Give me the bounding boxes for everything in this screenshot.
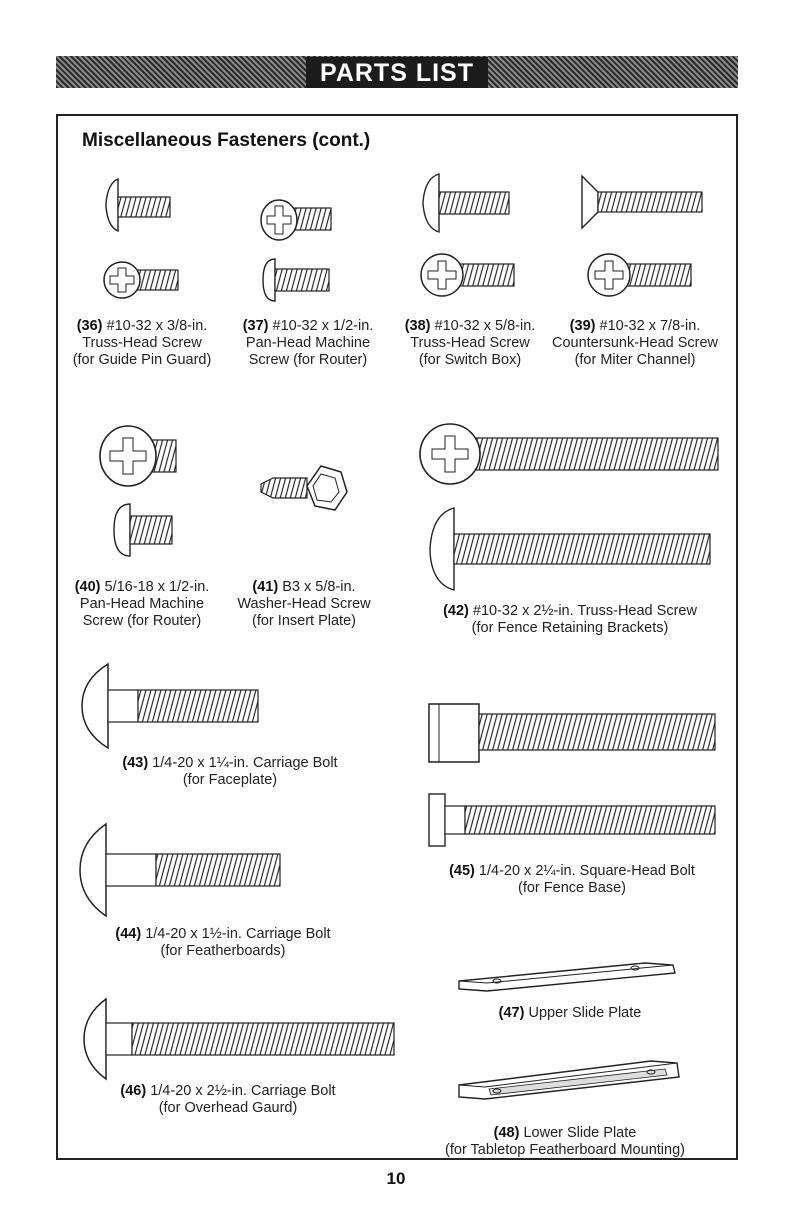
part-40-front-illustration [98, 416, 188, 496]
part-47-number: (47) [498, 1005, 525, 1021]
part-38-type: Truss-Head Screw [410, 335, 530, 351]
part-40-number: (40) [74, 579, 101, 595]
part-37-use: Screw (for Router) [248, 352, 368, 368]
part-46-illustration [80, 995, 400, 1083]
part-41-type: Washer-Head Screw [237, 596, 371, 612]
part-42-front-illustration [418, 414, 728, 494]
part-36-use: (for Guide Pin Guard) [72, 352, 212, 368]
part-45-size-type: 1/4-20 x 2¼-in. Square-Head Bolt [478, 863, 695, 879]
part-40-type: Pan-Head Machine [79, 596, 205, 612]
part-37-size: #10-32 x 1/2-in. [272, 318, 374, 334]
part-43-number: (43) [122, 755, 149, 771]
part-46-use: (for Overhead Gaurd) [158, 1100, 298, 1116]
part-37-side-illustration [255, 255, 345, 305]
part-39-number: (39) [569, 318, 596, 334]
part-48-name: Lower Slide Plate [523, 1125, 637, 1141]
part-38-side-illustration [415, 172, 515, 234]
part-36-type: Truss-Head Screw [82, 335, 202, 351]
part-36-caption [52, 318, 232, 369]
part-37-number: (37) [242, 318, 269, 334]
part-41-number: (41) [252, 579, 279, 595]
part-48-caption [420, 1125, 710, 1159]
part-36-size: #10-32 x 3/8-in. [106, 318, 208, 334]
part-42-number: (42) [443, 603, 469, 619]
banner-title: PARTS LIST [306, 57, 488, 88]
part-43-size-type: 1/4-20 x 1¼-in. Carriage Bolt [152, 755, 338, 771]
part-38-use: (for Switch Box) [418, 352, 522, 368]
part-37-front-illustration [255, 190, 345, 250]
part-38-caption [380, 318, 560, 369]
parts-list-banner [56, 56, 738, 88]
part-40-size: 5/16-18 x 1/2-in. [104, 579, 210, 595]
part-39-type: Countersunk-Head Screw [551, 335, 719, 351]
part-39-size: #10-32 x 7/8-in. [599, 318, 701, 334]
part-45-caption [430, 863, 714, 897]
part-44-illustration [76, 820, 286, 920]
part-44-caption [98, 926, 348, 960]
part-44-number: (44) [115, 926, 142, 942]
part-36-front-illustration [100, 250, 190, 310]
part-46-caption [98, 1083, 358, 1117]
part-37-caption [218, 318, 398, 369]
part-39-use: (for Miter Channel) [574, 352, 696, 368]
part-40-side-illustration [110, 500, 180, 560]
part-47-illustration [455, 955, 680, 995]
part-40-caption [52, 579, 232, 630]
part-46-size-type: 1/4-20 x 2½-in. Carriage Bolt [150, 1083, 336, 1099]
part-48-illustration [455, 1055, 685, 1105]
part-47-caption [470, 1005, 670, 1022]
part-41-size: B3 x 5/8-in. [282, 579, 356, 595]
part-38-front-illustration [418, 244, 518, 306]
part-40-use: Screw (for Router) [82, 613, 202, 629]
part-48-number: (48) [493, 1125, 520, 1141]
page-number: 10 [386, 1169, 406, 1188]
part-45-top-illustration [425, 700, 720, 766]
part-44-use: (for Featherboards) [160, 943, 286, 959]
part-46-number: (46) [120, 1083, 147, 1099]
part-48-use: (for Tabletop Featherboard Mounting) [445, 1142, 685, 1158]
part-41-caption [214, 579, 394, 630]
part-36-number: (36) [76, 318, 103, 334]
part-42-side-illustration [426, 506, 716, 592]
part-43-use: (for Faceplate) [182, 772, 278, 788]
part-45-use: (for Fence Base) [518, 880, 626, 896]
part-43-caption [110, 755, 350, 789]
part-41-illustration [255, 458, 355, 518]
part-42-size-type: #10-32 x 2½-in. Truss-Head Screw [472, 603, 697, 619]
part-42-use: (for Fence Retaining Brackets) [471, 620, 669, 636]
part-39-side-illustration [576, 172, 706, 232]
part-44-size-type: 1/4-20 x 1½-in. Carriage Bolt [145, 926, 331, 942]
part-47-name: Upper Slide Plate [528, 1005, 642, 1021]
part-38-size: #10-32 x 5/8-in. [434, 318, 536, 334]
part-39-caption [540, 318, 730, 369]
part-45-number: (45) [449, 863, 475, 879]
part-37-type: Pan-Head Machine [245, 335, 371, 351]
part-43-illustration [78, 660, 268, 752]
part-41-use: (for Insert Plate) [252, 613, 356, 629]
part-45-side-illustration [425, 790, 720, 850]
part-36-side-illustration [96, 175, 186, 235]
part-38-number: (38) [404, 318, 431, 334]
section-title: Miscellaneous Fasteners (cont.) [82, 130, 371, 151]
part-42-caption [440, 603, 700, 637]
part-39-front-illustration [585, 244, 695, 306]
